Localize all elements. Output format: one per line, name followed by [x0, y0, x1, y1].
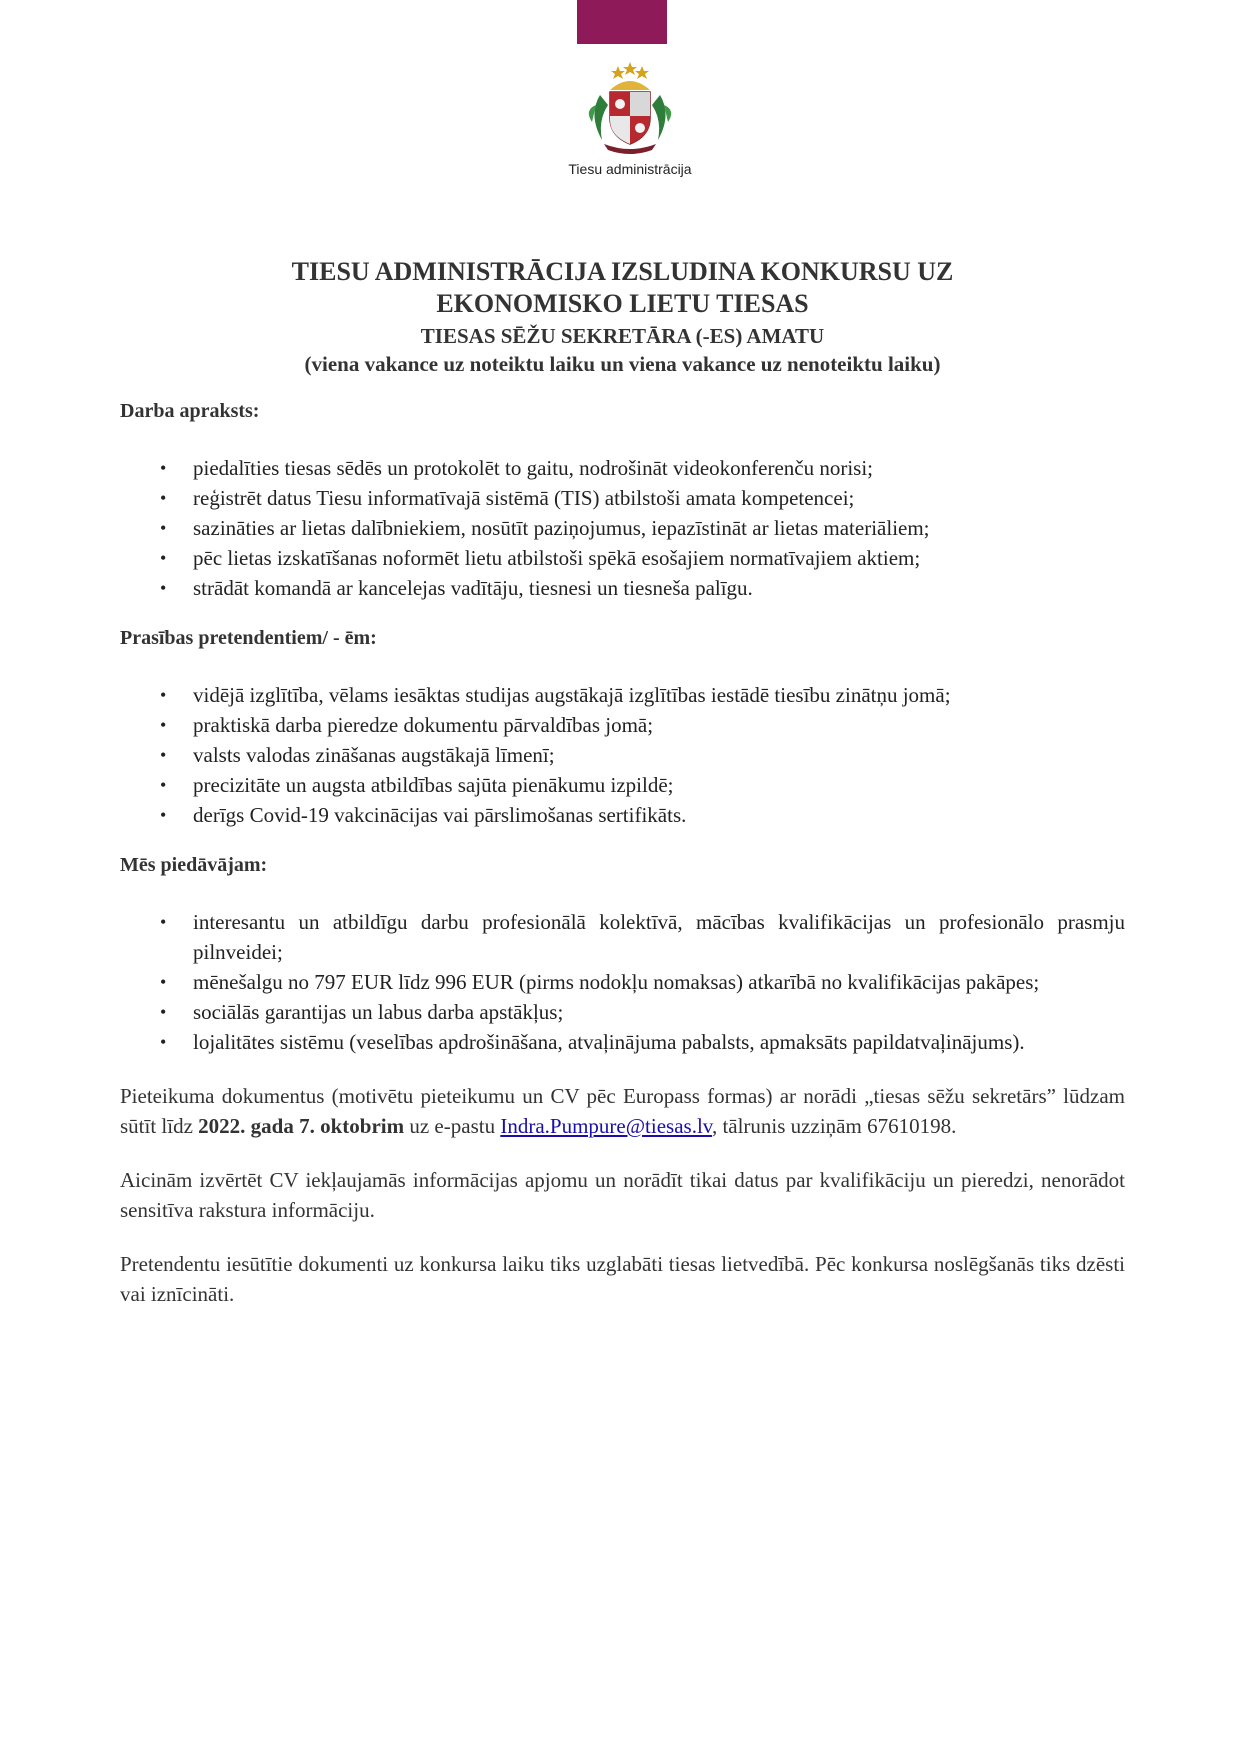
requirement-item [120, 800, 1125, 830]
duty-item [120, 483, 1125, 513]
requirement-item [120, 740, 1125, 770]
requirement-item [120, 770, 1125, 800]
bullet-icon: • [160, 488, 167, 508]
duties-heading: Darba apraksts: [120, 400, 260, 422]
duty-item-text: strādāt komandā ar kancelejas vadītāju, tiesnesi un tiesneša palīgu. [193, 576, 753, 600]
application-text-4: . [951, 1114, 957, 1138]
requirement-item-text: precizitāte un augsta atbildības sajūta pienākumu izpildē; [193, 773, 674, 797]
offer-item-text: sociālās garantijas un labus darba apstākļus; [193, 1000, 564, 1024]
application-deadline: 2022. gada 7. oktobrim [198, 1114, 405, 1138]
logo-caption: Tiesu administrācija [568, 161, 692, 177]
bullet-icon: • [160, 578, 167, 598]
phone-number: 67610198 [867, 1114, 952, 1138]
bullet-icon: • [160, 518, 167, 538]
application-text-2: uz e-pastu [404, 1114, 501, 1138]
duty-item-text: reģistrēt datus Tiesu informatīvajā sistēmā (TIS) atbilstoši amata kompetencei; [193, 486, 855, 510]
requirement-item-text: praktiskā darba pieredze dokumentu pārvaldības jomā; [193, 713, 654, 737]
offer-heading: Mēs piedāvājam: [120, 854, 268, 876]
requirement-item-text: vidējā izglītība, vēlams iesāktas studijas augstākajā izglītības iestādē tiesību zinātņu jomā; [193, 683, 951, 707]
requirements-heading: Prasības pretendentiem/ - ēm: [120, 627, 377, 649]
bullet-icon: • [160, 458, 167, 478]
application-paragraph [120, 1081, 1125, 1141]
duties-list [120, 453, 1125, 603]
duty-item-text: sazināties ar lietas dalībniekiem, nosūtīt paziņojumus, iepazīstināt ar lietas materiāliem; [193, 516, 930, 540]
header-accent-bar [577, 0, 667, 44]
title-line-4: (viena vakance uz noteiktu laiku un viena vakance uz nenoteiktu laiku) [304, 352, 941, 376]
offer-item [120, 997, 1125, 1027]
bullet-icon: • [160, 548, 167, 568]
bullet-icon: • [160, 912, 167, 932]
storage-note-paragraph: Pretendentu iesūtītie dokumenti uz konkursa laiku tiks uzglabāti tiesas lietvedībā. Pēc konkursa noslēgšanās tiks dzēsti vai iznīcināti. [120, 1252, 1125, 1306]
bullet-icon: • [160, 715, 167, 735]
duty-item-text: piedalīties tiesas sēdēs un protokolēt to gaitu, nodrošināt videokonferenču norisi; [193, 456, 874, 480]
bullet-icon: • [160, 1002, 167, 1022]
email-link[interactable]: Indra.Pumpure@tiesas.lv [500, 1114, 712, 1138]
offer-item [120, 907, 1125, 967]
requirement-item [120, 680, 1125, 710]
requirements-list [120, 680, 1125, 830]
bullet-icon: • [160, 745, 167, 765]
logo-block [540, 60, 720, 177]
application-text-1: Pieteikuma dokumentus (motivētu pieteikumu un CV pēc Europass formas) ar norādi „tiesas sēžu sekretārs” lūdzam sūtīt līdz [120, 1084, 1125, 1138]
offer-item [120, 1027, 1125, 1057]
cv-note-paragraph: Aicinām izvērtēt CV iekļaujamās informācijas apjomu un norādīt tikai datus par kvalifikāciju un pieredzi, nenorādot sensitīva rakstura informāciju. [120, 1168, 1125, 1222]
title-line-3: TIESAS SĒŽU SEKRETĀRA (-ES) AMATU [420, 324, 825, 348]
offer-item [120, 967, 1125, 997]
application-text-3: , tālrunis uzziņām [711, 1114, 868, 1138]
duty-item [120, 513, 1125, 543]
bullet-icon: • [160, 685, 167, 705]
requirement-item-text: derīgs Covid-19 vakcinācijas vai pārslimošanas sertifikāts. [193, 803, 687, 827]
duty-item [120, 573, 1125, 603]
title-line-1: TIESU ADMINISTRĀCIJA IZSLUDINA KONKURSU UZ [291, 257, 954, 286]
offer-item-text: interesantu un atbildīgu darbu profesionālā kolektīvā, mācības kvalifikācijas un profesionālo prasmju pilnveidei; [193, 910, 1125, 964]
duty-item [120, 453, 1125, 483]
requirement-item-text: valsts valodas zināšanas augstākajā līmenī; [193, 743, 555, 767]
offer-list [120, 907, 1125, 1057]
bullet-icon: • [160, 775, 167, 795]
document-body [120, 256, 1125, 1309]
title-line-2: EKONOMISKO LIETU TIESAS [436, 289, 809, 318]
offer-item-text: lojalitātes sistēmu (veselības apdrošināšana, atvaļinājuma pabalsts, apmaksāts papildatvaļinājums). [193, 1030, 1025, 1054]
coat-of-arms-icon [580, 60, 680, 155]
bullet-icon: • [160, 1032, 167, 1052]
offer-item-text: mēnešalgu no 797 EUR līdz 996 EUR (pirms nodokļu nomaksas) atkarībā no kvalifikācijas pakāpes; [193, 970, 1040, 994]
duty-item [120, 543, 1125, 573]
bullet-icon: • [160, 805, 167, 825]
bullet-icon: • [160, 972, 167, 992]
duty-item-text: pēc lietas izskatīšanas noformēt lietu atbilstoši spēkā esošajiem normatīvajiem aktiem; [193, 546, 921, 570]
requirement-item [120, 710, 1125, 740]
